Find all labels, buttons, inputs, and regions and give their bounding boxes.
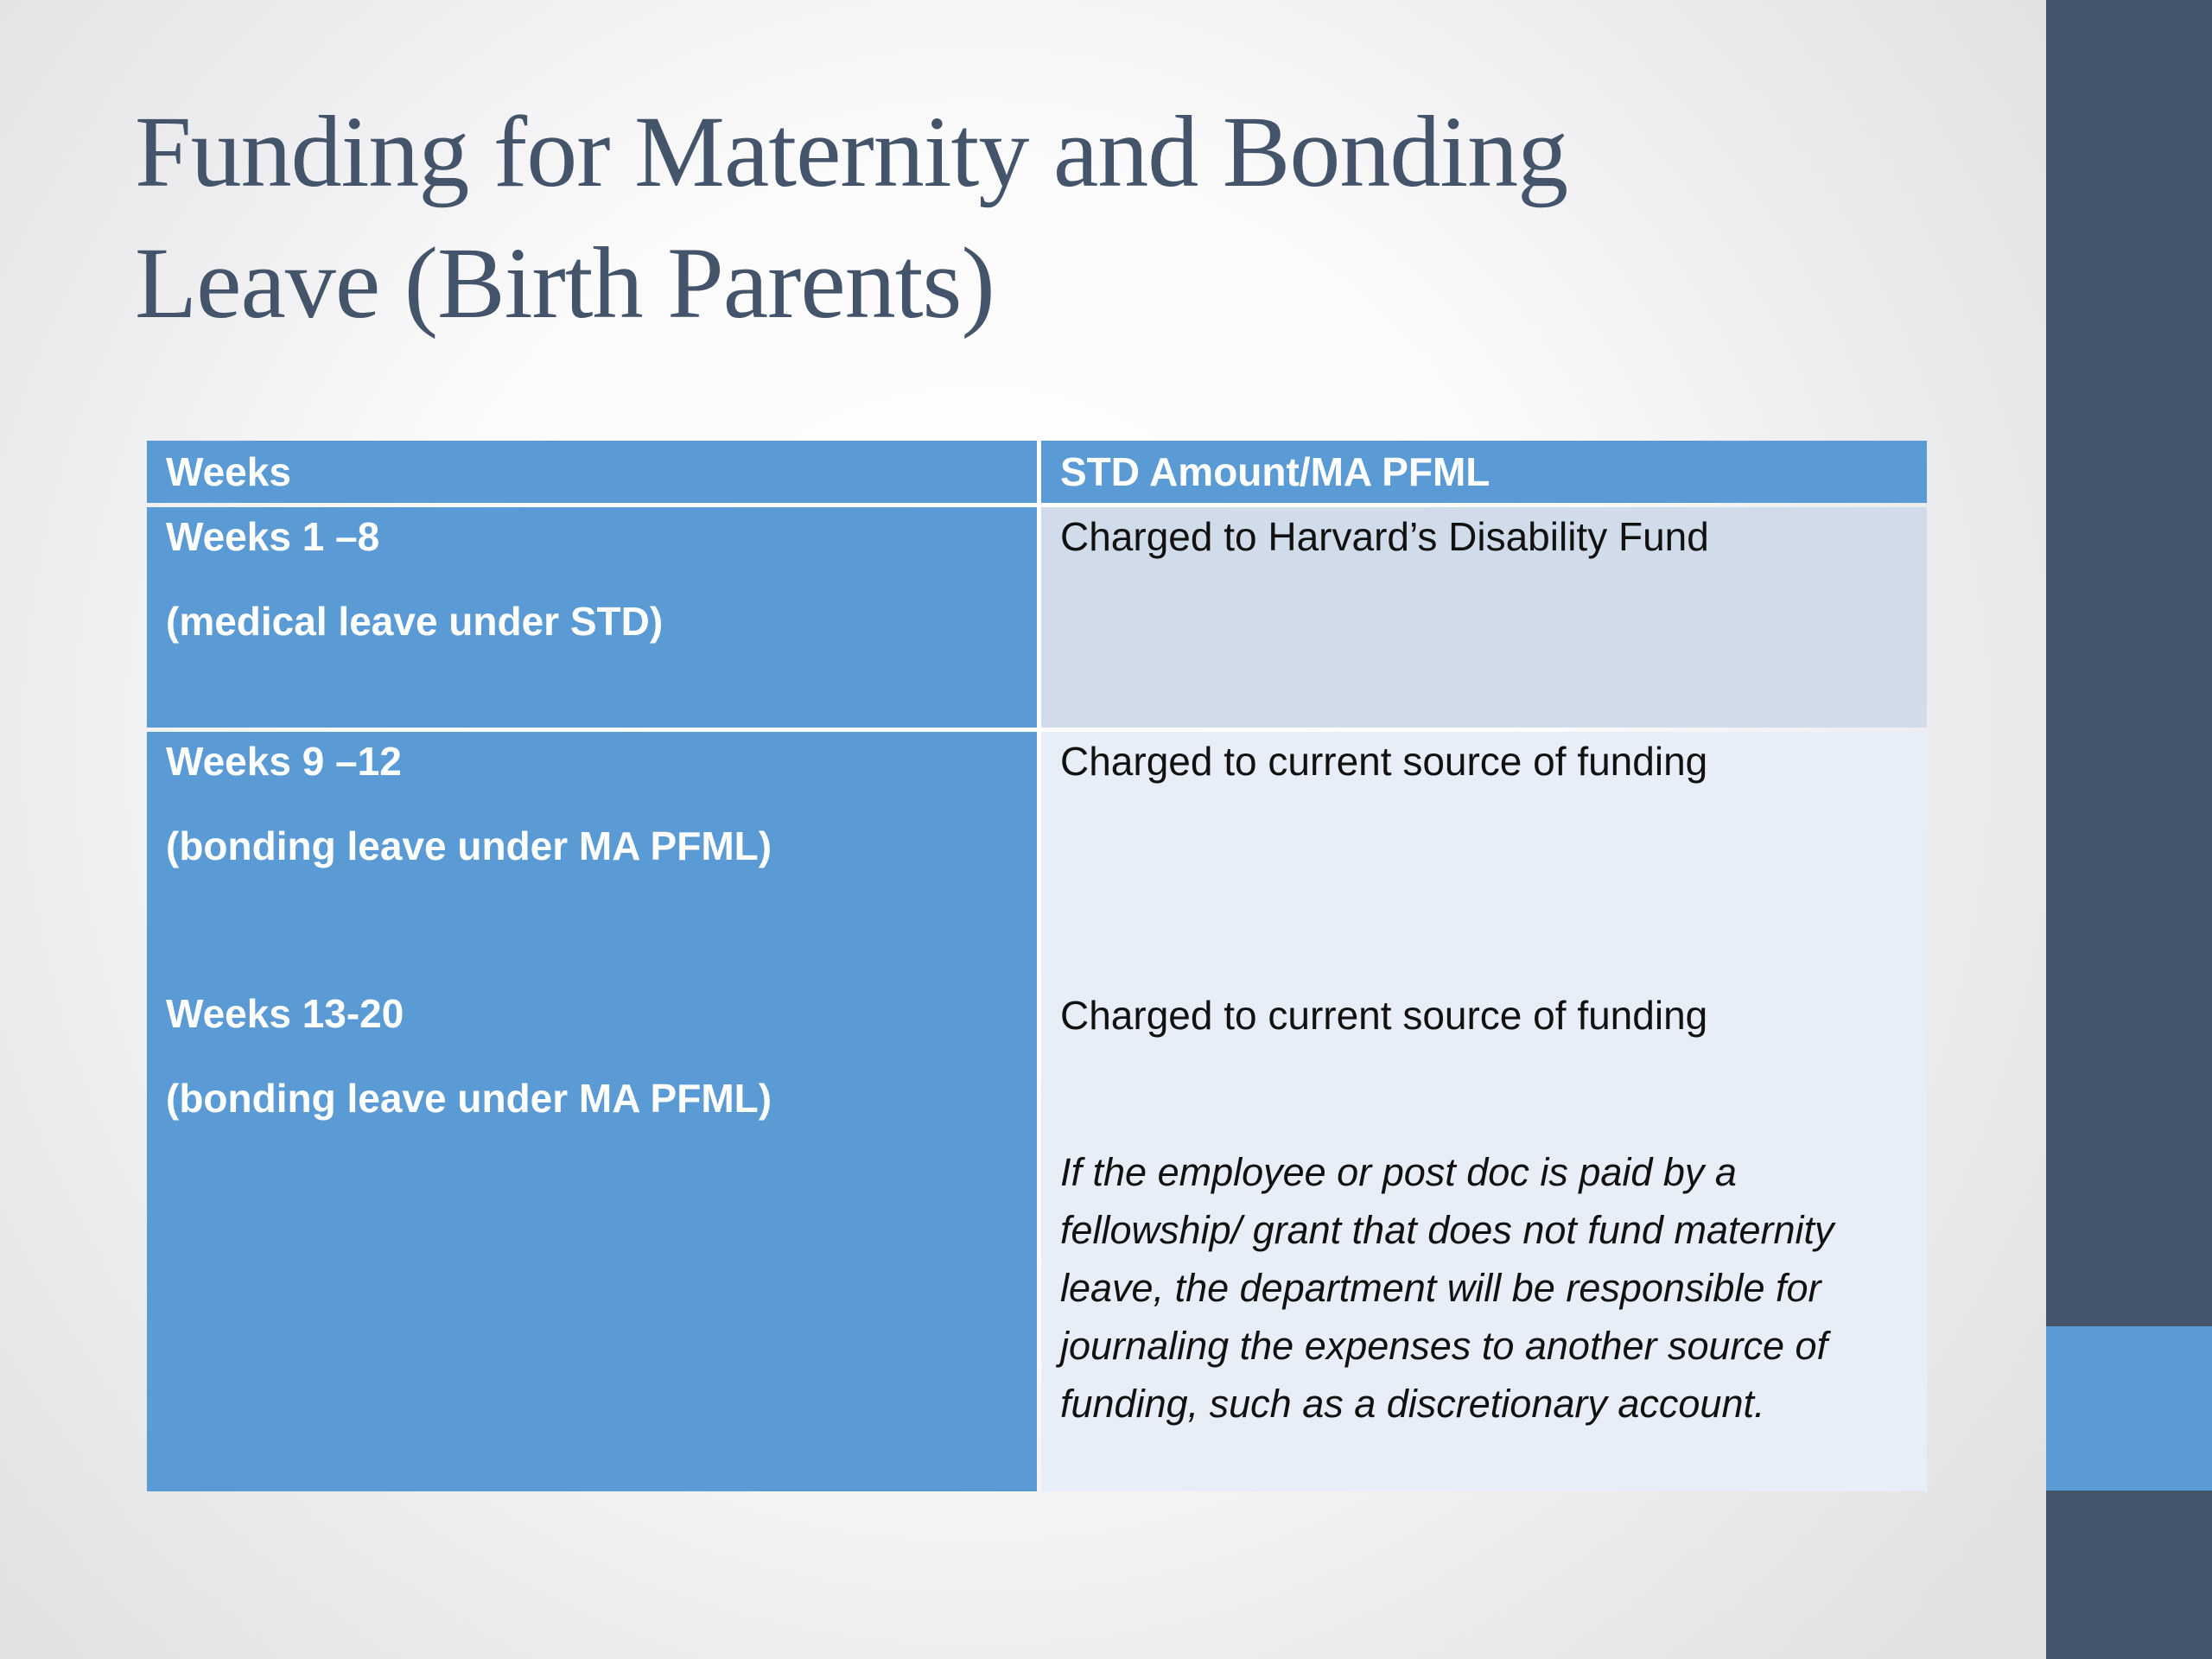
- funding-source-secondary: Charged to current source of funding: [1060, 993, 1708, 1038]
- table-row: [147, 732, 1927, 1491]
- funding-source: Charged to current source of funding: [1060, 739, 1708, 784]
- slide-title-line-2: Leave (Birth Parents): [135, 226, 995, 340]
- slide-title: [135, 86, 1949, 349]
- header-amount: STD Amount/MA PFML: [1041, 441, 1927, 503]
- funding-note: If the employee or post doc is paid by a fellowship/ grant that does not fund maternity leave, the department will be responsible for journaling the expenses to another source of funding, such as a discretionary account.: [1060, 1150, 1834, 1426]
- weeks-range-secondary: Weeks 13-20: [166, 991, 404, 1036]
- header-weeks: Weeks: [147, 441, 1037, 503]
- leave-type: (medical leave under STD): [166, 599, 664, 644]
- table-row: [147, 507, 1927, 728]
- table-header-row: [147, 441, 1927, 503]
- funding-source: Charged to Harvard’s Disability Fund: [1060, 514, 1709, 559]
- weeks-range: Weeks 1 –8: [166, 514, 380, 559]
- weeks-range: Weeks 9 –12: [166, 739, 402, 784]
- weeks-cell: [147, 732, 1037, 1491]
- slide-title-line-1: Funding for Maternity and Bonding: [135, 95, 1568, 208]
- leave-type: (bonding leave under MA PFML): [166, 823, 772, 868]
- weeks-cell: [147, 507, 1037, 728]
- amount-cell: [1041, 507, 1927, 728]
- leave-type-secondary: (bonding leave under MA PFML): [166, 1076, 772, 1121]
- funding-table: [143, 436, 1931, 1496]
- amount-cell: [1041, 732, 1927, 1491]
- side-accent-block: [2046, 1326, 2212, 1491]
